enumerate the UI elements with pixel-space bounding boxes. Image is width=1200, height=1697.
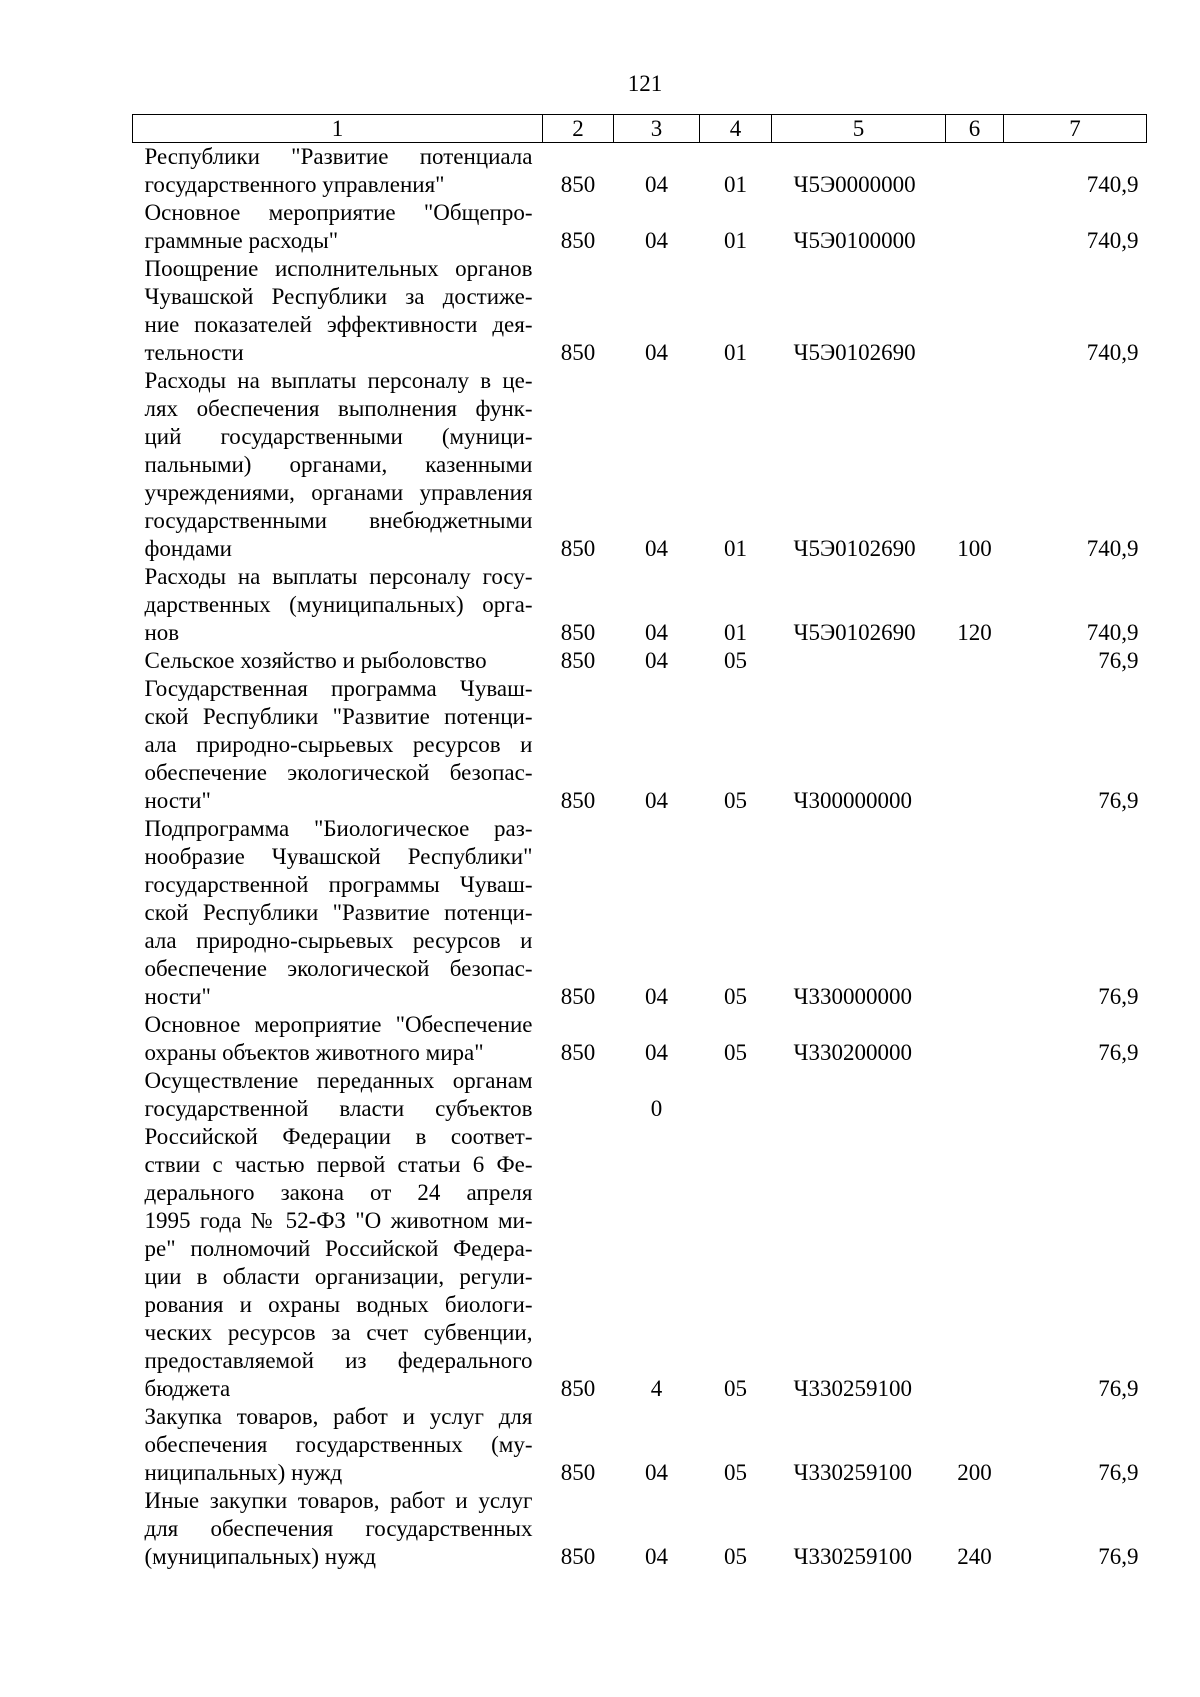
cell-col-7: 740,9 bbox=[1086, 172, 1139, 197]
cell-col-7: 76,9 bbox=[1098, 1460, 1139, 1485]
description-line: Закупка товаров, работ и услуг для bbox=[144, 1404, 533, 1429]
table-row bbox=[133, 1067, 1147, 1403]
description-line: ций государственными (муници- bbox=[144, 424, 533, 449]
cell-col-3: 04 bbox=[645, 228, 668, 253]
cell-col-7: 76,9 bbox=[1098, 984, 1139, 1009]
description-line: предоставляемой из федерального bbox=[144, 1348, 533, 1373]
description-line: Сельское хозяйство и рыболовство bbox=[144, 648, 487, 673]
table-row bbox=[133, 563, 1147, 647]
description-line: ности" bbox=[144, 788, 211, 813]
table-row bbox=[133, 1011, 1147, 1067]
row-description bbox=[133, 255, 543, 367]
description-line: государственными внебюджетными bbox=[144, 508, 533, 533]
table-row bbox=[133, 647, 1147, 675]
description-line: ала природно-сырьевых ресурсов и bbox=[144, 732, 533, 757]
table-body bbox=[133, 143, 1147, 1572]
row-description bbox=[133, 563, 543, 647]
cell-col-6 bbox=[946, 815, 1004, 1011]
table-header bbox=[133, 115, 1147, 143]
table-row bbox=[133, 1403, 1147, 1487]
description-line: Основное мероприятие "Обеспечение bbox=[144, 1012, 533, 1037]
table-row bbox=[133, 815, 1147, 1011]
description-line: бюджета bbox=[144, 1376, 231, 1401]
cell-col-3-extra: 0 bbox=[650, 1096, 663, 1121]
table-row bbox=[133, 143, 1147, 200]
cell-col-5: Ч5Э0102690 bbox=[793, 620, 916, 645]
cell-col-6: 240 bbox=[957, 1544, 992, 1569]
description-line: обеспечение экологической безопас- bbox=[144, 956, 533, 981]
cell-col-7: 76,9 bbox=[1098, 788, 1139, 813]
cell-col-5: Ч5Э0100000 bbox=[793, 228, 916, 253]
description-line: обеспечение экологической безопас- bbox=[144, 760, 533, 785]
description-line: дерального закона от 24 апреля bbox=[144, 1180, 533, 1205]
description-line: Поощрение исполнительных органов bbox=[144, 256, 533, 281]
description-line: ала природно-сырьевых ресурсов и bbox=[144, 928, 533, 953]
cell-col-4: 05 bbox=[724, 648, 747, 673]
row-description bbox=[133, 143, 543, 200]
description-line: нообразие Чувашской Республики" bbox=[144, 844, 533, 869]
column-header-2: 2 bbox=[543, 115, 614, 143]
cell-col-5 bbox=[772, 647, 946, 675]
row-description bbox=[133, 815, 543, 1011]
cell-col-6: 100 bbox=[957, 536, 992, 561]
description-line: Российской Федерации в соответ- bbox=[144, 1124, 533, 1149]
description-line: (муниципальных) нужд bbox=[144, 1544, 376, 1569]
table-row bbox=[133, 199, 1147, 255]
cell-col-2: 850 bbox=[560, 648, 596, 673]
description-line: учреждениями, органами управления bbox=[144, 480, 533, 505]
description-line: Республики "Развитие потенциала bbox=[144, 144, 533, 169]
budget-table bbox=[132, 114, 1147, 1571]
cell-col-4: 01 bbox=[724, 340, 747, 365]
cell-col-7: 76,9 bbox=[1098, 1376, 1139, 1401]
cell-col-4: 05 bbox=[724, 1544, 747, 1569]
cell-col-3: 04 bbox=[645, 1460, 668, 1485]
cell-col-6: 200 bbox=[957, 1460, 992, 1485]
description-line: нов bbox=[144, 620, 180, 645]
cell-col-2: 850 bbox=[560, 1040, 596, 1065]
cell-col-2: 850 bbox=[560, 1376, 596, 1401]
description-line: Иные закупки товаров, работ и услуг bbox=[144, 1488, 533, 1513]
description-line: Осуществление переданных органам bbox=[144, 1068, 533, 1093]
cell-col-3: 04 bbox=[645, 172, 668, 197]
description-line: Подпрограмма "Биологическое раз- bbox=[144, 816, 533, 841]
description-line: 1995 года № 52-ФЗ "О животном ми- bbox=[144, 1208, 533, 1233]
cell-col-2: 850 bbox=[560, 984, 596, 1009]
column-header-4: 4 bbox=[700, 115, 772, 143]
cell-col-2: 850 bbox=[560, 536, 596, 561]
description-line: ние показателей эффективности дея- bbox=[144, 312, 533, 337]
column-header-3: 3 bbox=[614, 115, 700, 143]
description-line: для обеспечения государственных bbox=[144, 1516, 533, 1541]
cell-col-6 bbox=[946, 1067, 1004, 1403]
cell-col-6 bbox=[946, 1011, 1004, 1067]
cell-col-7: 76,9 bbox=[1098, 648, 1139, 673]
cell-col-3: 04 bbox=[645, 620, 668, 645]
cell-col-5: Ч5Э0102690 bbox=[793, 536, 916, 561]
cell-col-7: 740,9 bbox=[1086, 536, 1139, 561]
cell-col-6 bbox=[946, 199, 1004, 255]
cell-col-5: Ч330200000 bbox=[793, 1040, 912, 1065]
description-line: государственной программы Чуваш- bbox=[144, 872, 533, 897]
cell-col-2: 850 bbox=[560, 228, 596, 253]
description-line: ности" bbox=[144, 984, 211, 1009]
description-line: государственного управления" bbox=[144, 172, 445, 197]
description-line: государственной власти субъектов bbox=[144, 1096, 533, 1121]
cell-col-3: 04 bbox=[645, 536, 668, 561]
description-line: рования и охраны водных биологи- bbox=[144, 1292, 533, 1317]
cell-col-6 bbox=[946, 675, 1004, 815]
column-header-7: 7 bbox=[1004, 115, 1147, 143]
cell-col-5: Ч330259100 bbox=[793, 1544, 912, 1569]
cell-col-4: 01 bbox=[724, 172, 747, 197]
cell-col-5: Ч330259100 bbox=[793, 1376, 912, 1401]
row-description bbox=[133, 367, 543, 563]
cell-col-3: 04 bbox=[645, 1544, 668, 1569]
description-line: граммные расходы" bbox=[144, 228, 339, 253]
description-line: охраны объектов животного мира" bbox=[144, 1040, 484, 1065]
cell-col-5: Ч5Э0102690 bbox=[793, 340, 916, 365]
cell-col-6 bbox=[946, 255, 1004, 367]
description-line: Основное мероприятие "Общепро- bbox=[144, 200, 533, 225]
cell-col-4: 01 bbox=[724, 536, 747, 561]
cell-col-7: 76,9 bbox=[1098, 1544, 1139, 1569]
description-line: ческих ресурсов за счет субвенции, bbox=[144, 1320, 533, 1345]
cell-col-7: 740,9 bbox=[1086, 340, 1139, 365]
cell-col-5: Ч330000000 bbox=[793, 984, 912, 1009]
cell-col-6 bbox=[946, 143, 1004, 200]
cell-col-3: 04 bbox=[645, 788, 668, 813]
cell-col-7: 740,9 bbox=[1086, 228, 1139, 253]
description-line: Расходы на выплаты персоналу в це- bbox=[144, 368, 533, 393]
cell-col-6 bbox=[946, 647, 1004, 675]
cell-col-4: 05 bbox=[724, 1040, 747, 1065]
description-line: ской Республики "Развитие потенци- bbox=[144, 900, 533, 925]
cell-col-3: 04 bbox=[645, 648, 668, 673]
description-line: пальными) органами, казенными bbox=[144, 452, 533, 477]
cell-col-2: 850 bbox=[560, 1544, 596, 1569]
cell-col-2: 850 bbox=[560, 620, 596, 645]
description-line: ре" полномочий Российской Федера- bbox=[144, 1236, 533, 1261]
table-row bbox=[133, 367, 1147, 563]
cell-col-3: 04 bbox=[645, 984, 668, 1009]
column-header-1: 1 bbox=[133, 115, 543, 143]
cell-col-3-value: 4 bbox=[650, 1376, 663, 1401]
cell-col-3 bbox=[614, 1067, 700, 1403]
row-description bbox=[133, 1067, 543, 1403]
description-line: ниципальных) нужд bbox=[144, 1460, 343, 1485]
table-row bbox=[133, 255, 1147, 367]
description-line: Чувашской Республики за достиже- bbox=[144, 284, 533, 309]
cell-col-2: 850 bbox=[560, 1460, 596, 1485]
description-line: Расходы на выплаты персоналу госу- bbox=[144, 564, 533, 589]
description-line: Государственная программа Чуваш- bbox=[144, 676, 533, 701]
cell-col-2: 850 bbox=[560, 340, 596, 365]
description-line: обеспечения государственных (му- bbox=[144, 1432, 533, 1457]
page-number: 121 bbox=[627, 71, 663, 96]
cell-col-7: 76,9 bbox=[1098, 1040, 1139, 1065]
cell-col-4: 01 bbox=[724, 228, 747, 253]
table-row bbox=[133, 1487, 1147, 1571]
cell-col-4: 05 bbox=[724, 788, 747, 813]
description-line: ской Республики "Развитие потенци- bbox=[144, 704, 533, 729]
description-line: тельности bbox=[144, 340, 244, 365]
cell-col-4: 05 bbox=[724, 1376, 747, 1401]
description-line: ции в области организации, регули- bbox=[144, 1264, 533, 1289]
cell-col-7: 740,9 bbox=[1086, 620, 1139, 645]
cell-col-4: 05 bbox=[724, 984, 747, 1009]
cell-col-2: 850 bbox=[560, 172, 596, 197]
cell-col-5: Ч5Э0000000 bbox=[793, 172, 916, 197]
cell-col-2: 850 bbox=[560, 788, 596, 813]
row-description bbox=[133, 1011, 543, 1067]
row-description bbox=[133, 1487, 543, 1571]
row-description bbox=[133, 675, 543, 815]
cell-col-3: 04 bbox=[645, 1040, 668, 1065]
row-description bbox=[133, 1403, 543, 1487]
description-line: лях обеспечения выполнения функ- bbox=[144, 396, 533, 421]
description-line: фондами bbox=[144, 536, 232, 561]
description-line: дарственных (муниципальных) орга- bbox=[144, 592, 533, 617]
cell-col-4: 01 bbox=[724, 620, 747, 645]
cell-col-3: 04 bbox=[645, 340, 668, 365]
column-header-6: 6 bbox=[946, 115, 1004, 143]
cell-col-5: Ч330259100 bbox=[793, 1460, 912, 1485]
row-description bbox=[133, 199, 543, 255]
table-row bbox=[133, 675, 1147, 815]
description-line: ствии с частью первой статьи 6 Фе- bbox=[144, 1152, 533, 1177]
column-header-5: 5 bbox=[772, 115, 946, 143]
cell-col-6: 120 bbox=[957, 620, 992, 645]
cell-col-4: 05 bbox=[724, 1460, 747, 1485]
row-description bbox=[133, 647, 543, 675]
cell-col-5: Ч300000000 bbox=[793, 788, 912, 813]
